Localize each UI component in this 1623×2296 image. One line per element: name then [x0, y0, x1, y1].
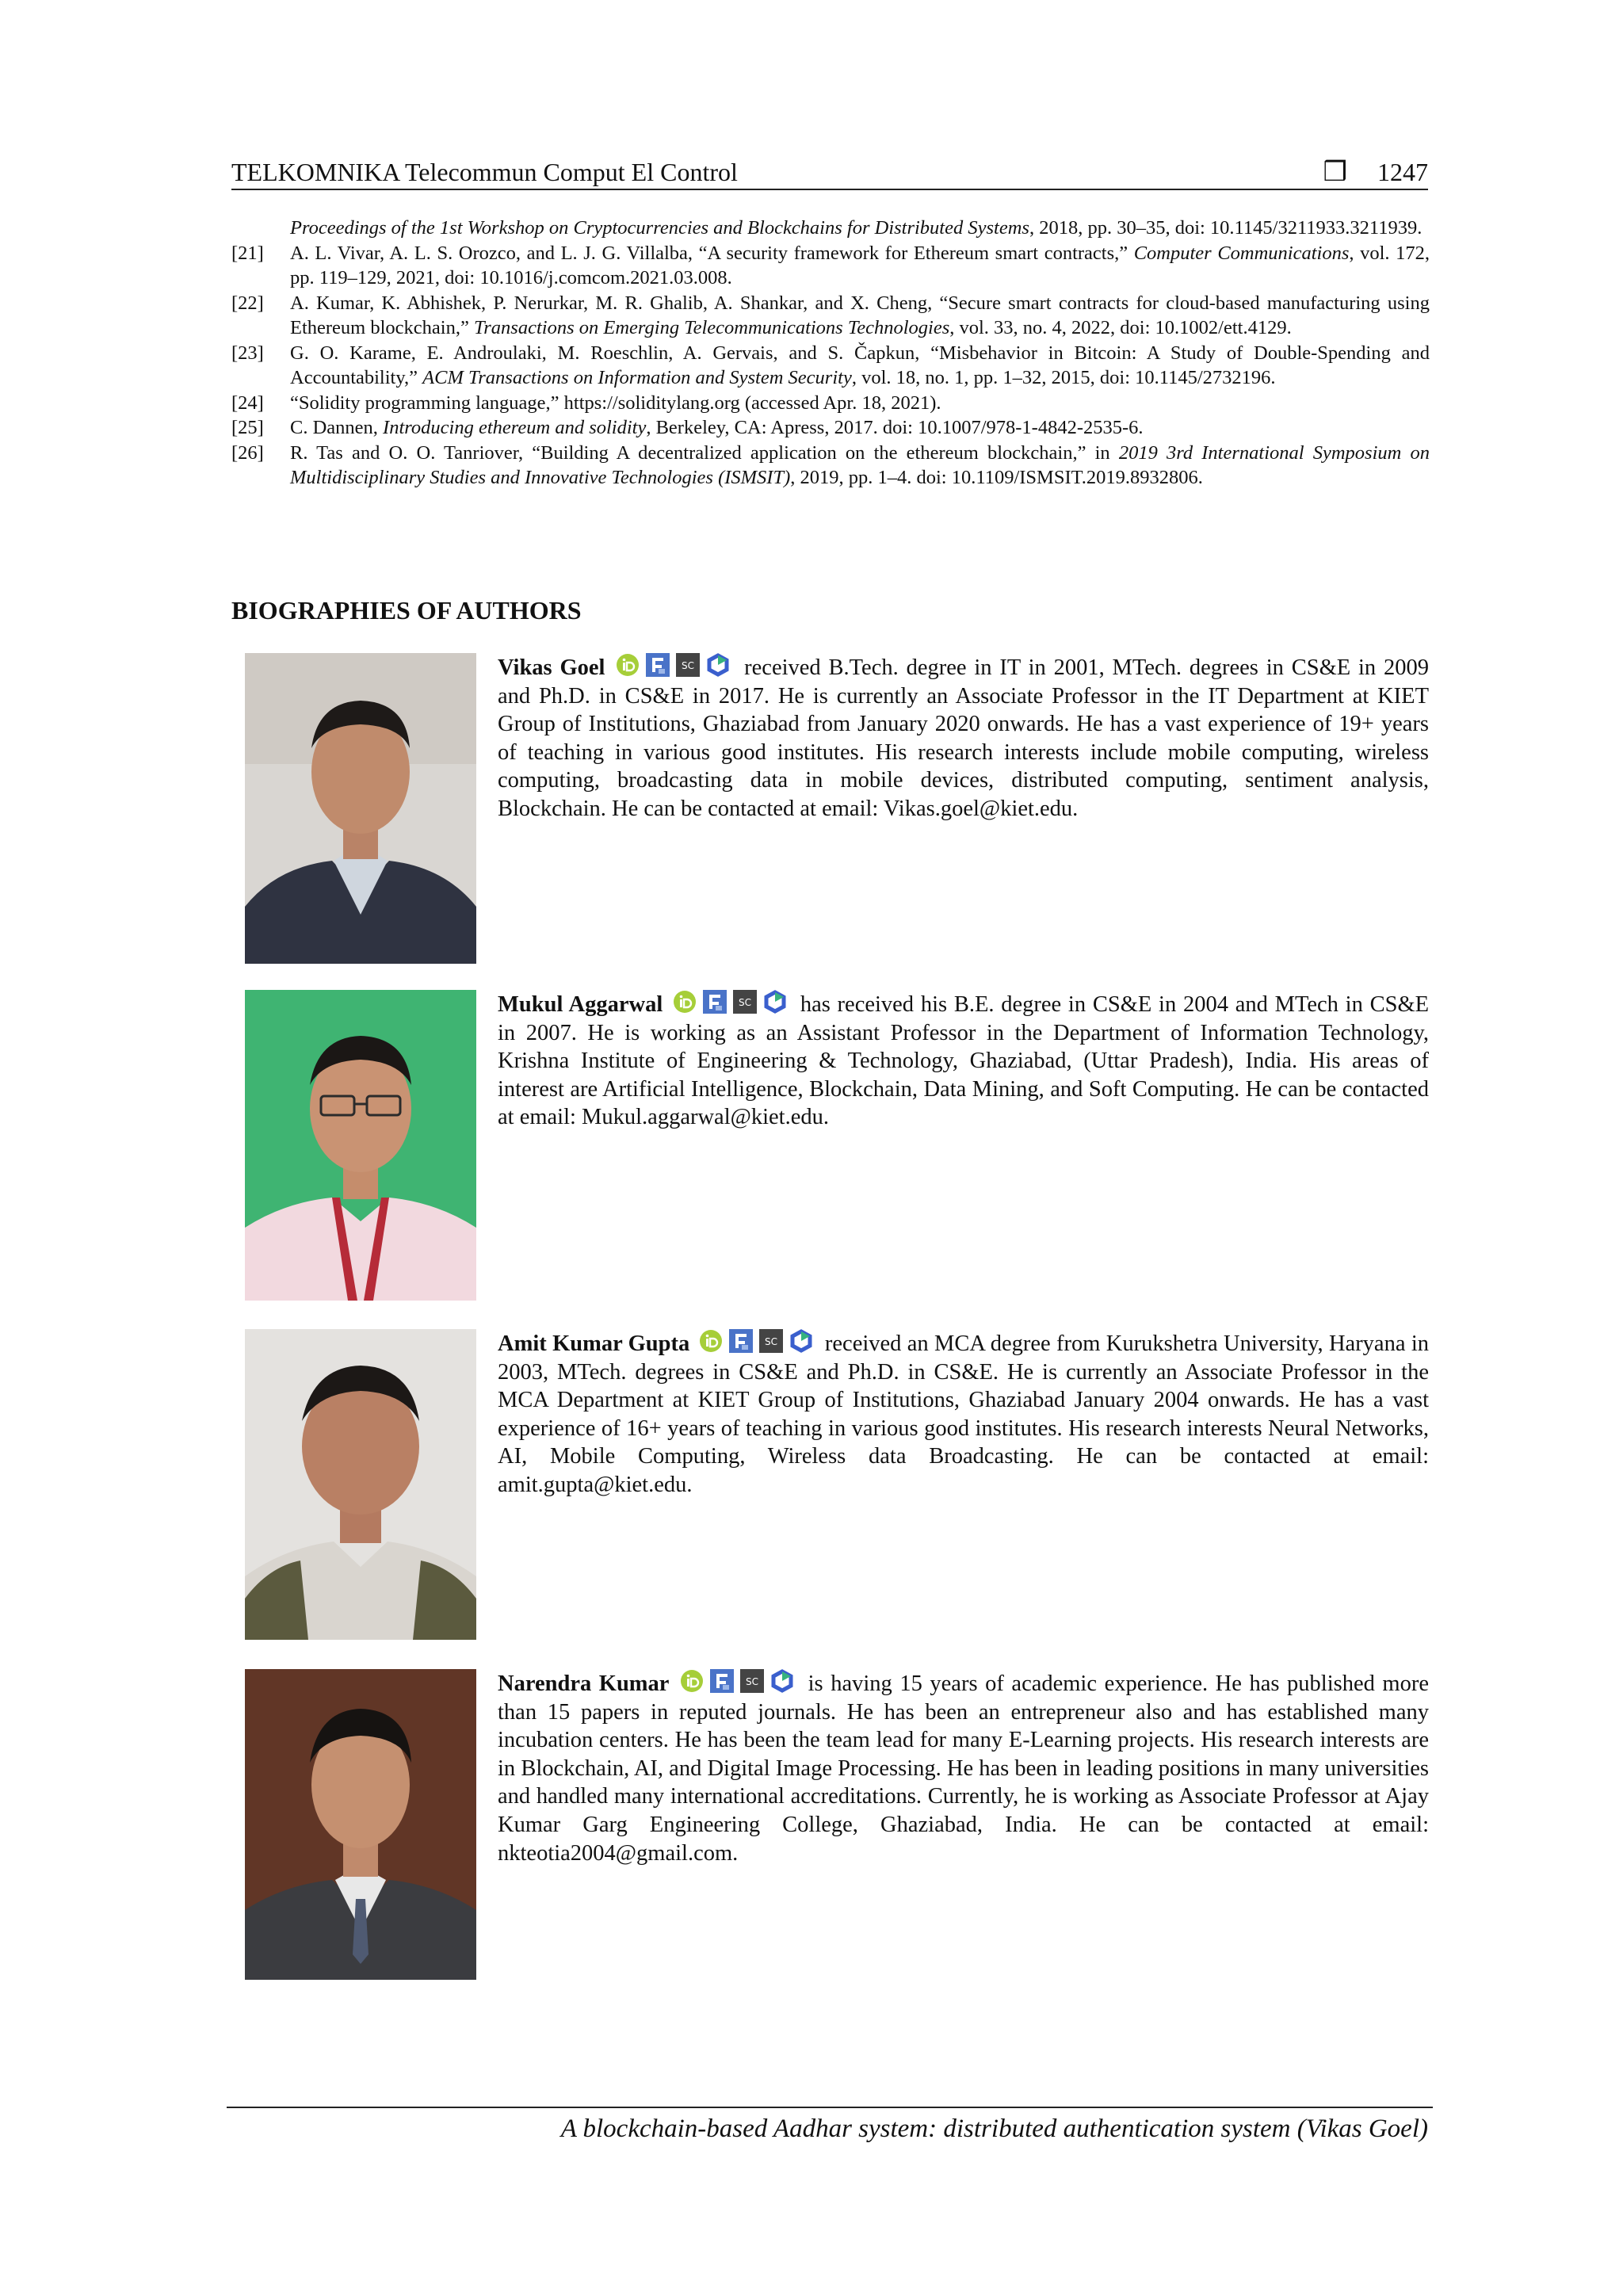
- profile-icons: [699, 1329, 813, 1353]
- journal-title: TELKOMNIKA Telecommun Comput El Control: [231, 157, 738, 186]
- author-bio-text: [498, 990, 1429, 1132]
- reference-25: [25] C. Dannen, Introducing ethereum and solidity, Berkeley, CA: Apress, 2017. doi: 10.1007/978-1-4842-2535-6.: [231, 417, 1144, 438]
- svg-text:SC: SC: [739, 997, 752, 1008]
- svg-text:SC: SC: [682, 660, 695, 671]
- header-right: [1323, 156, 1428, 188]
- orcid-icon[interactable]: [616, 653, 640, 677]
- author-photo: [245, 1669, 476, 1980]
- reference-23: [23] G. O. Karame, E. Androulaki, M. Roeschlin, A. Gervais, and S. Čapkun, “Misbehavior in Bitcoin: A Study of Double-Spending and Accountability,” ACM Transactions on Information and System Security, vol. 18, no. 1, pp. 1–32, 2015, doi: 10.1145/2732196.: [231, 342, 1430, 388]
- author-bio: [245, 990, 1429, 1301]
- author-bio: [245, 1329, 1429, 1640]
- scopus-icon[interactable]: [733, 990, 757, 1014]
- scopus-icon[interactable]: [759, 1329, 783, 1353]
- author-photo: [245, 990, 476, 1301]
- author-bio-body: has received his B.E. degree in CS&E in 2004 and MTech in CS&E in 2007. He is working as an Assistant Professor in the Department of Information Technology, Krishna Institute of Engineering & Technology, Ghaziabad, (Uttar Pradesh), India. His areas of interest are Artificial Intelligence, Blockchain, Data Mining, and Soft Computing. He can be contacted at email: Mukul.aggarwal@kiet.edu.: [498, 992, 1430, 1130]
- author-bio-text: [498, 653, 1429, 823]
- google-scholar-icon[interactable]: [646, 653, 670, 677]
- google-scholar-icon[interactable]: [703, 990, 727, 1014]
- footer-rule: [227, 2107, 1433, 2108]
- google-scholar-icon[interactable]: [710, 1669, 734, 1693]
- reference-26: [26] R. Tas and O. O. Tanriover, “Building A decentralized application on the ethereum blockchain,” in 2019 3rd International Symposium on Multidisciplinary Studies and Innovative Technologies (ISMSIT), 2019, pp. 1–4. doi: 10.1109/ISMSIT.2019.8932806.: [231, 441, 1430, 488]
- reference-24: [24] “Solidity programming language,” https://soliditylang.org (accessed Apr. 18, 2021).: [231, 392, 941, 414]
- publons-icon[interactable]: [789, 1329, 813, 1353]
- scopus-icon[interactable]: [740, 1669, 764, 1693]
- profile-icons: [673, 990, 787, 1014]
- author-bio-body: received B.Tech. degree in IT in 2001, MTech. degrees in CS&E in 2009 and Ph.D. in CS&E in 2017. He is currently an Associate Professor in the IT Department at KIET Group of Institutions, Ghaziabad from January 2020 onwards. He has a vast experience of 19+ years of teaching in various good institutes. His research interests include mobile computing, wireless computing, broadcasting data in mobile devices, distributed computing, sentiment analysis, Blockchain. He can be contacted at email: Vikas.goel@kiet.edu.: [498, 655, 1430, 821]
- orcid-icon[interactable]: [680, 1669, 704, 1693]
- svg-text:SC: SC: [746, 1676, 759, 1687]
- page-number: 1247: [1377, 157, 1428, 186]
- profile-icons: [616, 653, 730, 677]
- author-name: Vikas Goel: [498, 655, 605, 680]
- publons-icon[interactable]: [706, 653, 730, 677]
- author-name: Narendra Kumar: [498, 1671, 670, 1696]
- svg-text:SC: SC: [764, 1336, 777, 1347]
- google-scholar-icon[interactable]: [729, 1329, 753, 1353]
- author-bio-body: received an MCA degree from Kurukshetra University, Haryana in 2003, MTech. degrees in CS&E and Ph.D. in CS&E. He is currently an Associate Professor in the MCA Department at KIET Group of Institutions, Ghaziabad January 2004 onwards. He has a vast experience of 16+ years of teaching in various good institutes. His research interests Neural Networks, AI, Mobile Computing, Wireless data Broadcasting. He can be contacted at email: amit.gupta@kiet.edu.: [498, 1331, 1430, 1497]
- author-bio: [245, 1669, 1429, 1980]
- reference-21: [21] A. L. Vivar, A. L. S. Orozco, and L. J. G. Villalba, “A security framework for Ethereum smart contracts,” Computer Communications, vol. 172, pp. 119–129, 2021, doi: 10.1016/j.comcom.2021.03.008.: [231, 242, 1430, 288]
- author-bio-text: [498, 1329, 1429, 1499]
- author-photo: [245, 653, 476, 964]
- publons-icon[interactable]: [763, 990, 787, 1014]
- author-bio-body: is having 15 years of academic experience. He has published more than 15 papers in reputed journals. He has been an entrepreneur also and has established many incubation centers. He has been the team lead for many E-Learning projects. His research interests are in Blockchain, AI, and Digital Image Processing. He has been in leading positions in many universities and handled many international accreditations. Currently, he is working as Associate Professor at Ajay Kumar Garg Engineering College, Ghaziabad, India. He can be contacted at email: nkteotia2004@gmail.com.: [498, 1671, 1429, 1866]
- reference-20-continued: Proceedings of the 1st Workshop on Cryptocurrencies and Blockchains for Distributed Systems, 2018, pp. 30–35, doi: 10.1145/3211933.3211939.: [290, 217, 1423, 239]
- author-name: Amit Kumar Gupta: [498, 1331, 690, 1356]
- orcid-icon[interactable]: [673, 990, 697, 1014]
- scopus-icon[interactable]: [676, 653, 700, 677]
- footer-text: A blockchain-based Aadhar system: distributed authentication system (Vikas Goel): [560, 2115, 1428, 2143]
- reference-list: [231, 216, 1430, 491]
- page-header: [231, 155, 1428, 190]
- author-name: Mukul Aggarwal: [498, 992, 663, 1017]
- orcid-icon[interactable]: [699, 1329, 723, 1353]
- publons-icon[interactable]: [770, 1669, 794, 1693]
- box-icon: ❒: [1323, 158, 1347, 187]
- author-photo: [245, 1329, 476, 1640]
- profile-icons: [680, 1669, 794, 1693]
- author-bio: [245, 653, 1429, 964]
- section-title: BIOGRAPHIES OF AUTHORS: [231, 596, 582, 625]
- reference-22: [22] A. Kumar, K. Abhishek, P. Nerurkar, M. R. Ghalib, A. Shankar, and X. Cheng, “Secure smart contracts for cloud-based manufacturing using Ethereum blockchain,” Transactions on Emerging Telecommunications Technologies, vol. 33, no. 4, 2022, doi: 10.1002/ett.4129.: [231, 292, 1430, 338]
- author-bio-text: [498, 1669, 1429, 1867]
